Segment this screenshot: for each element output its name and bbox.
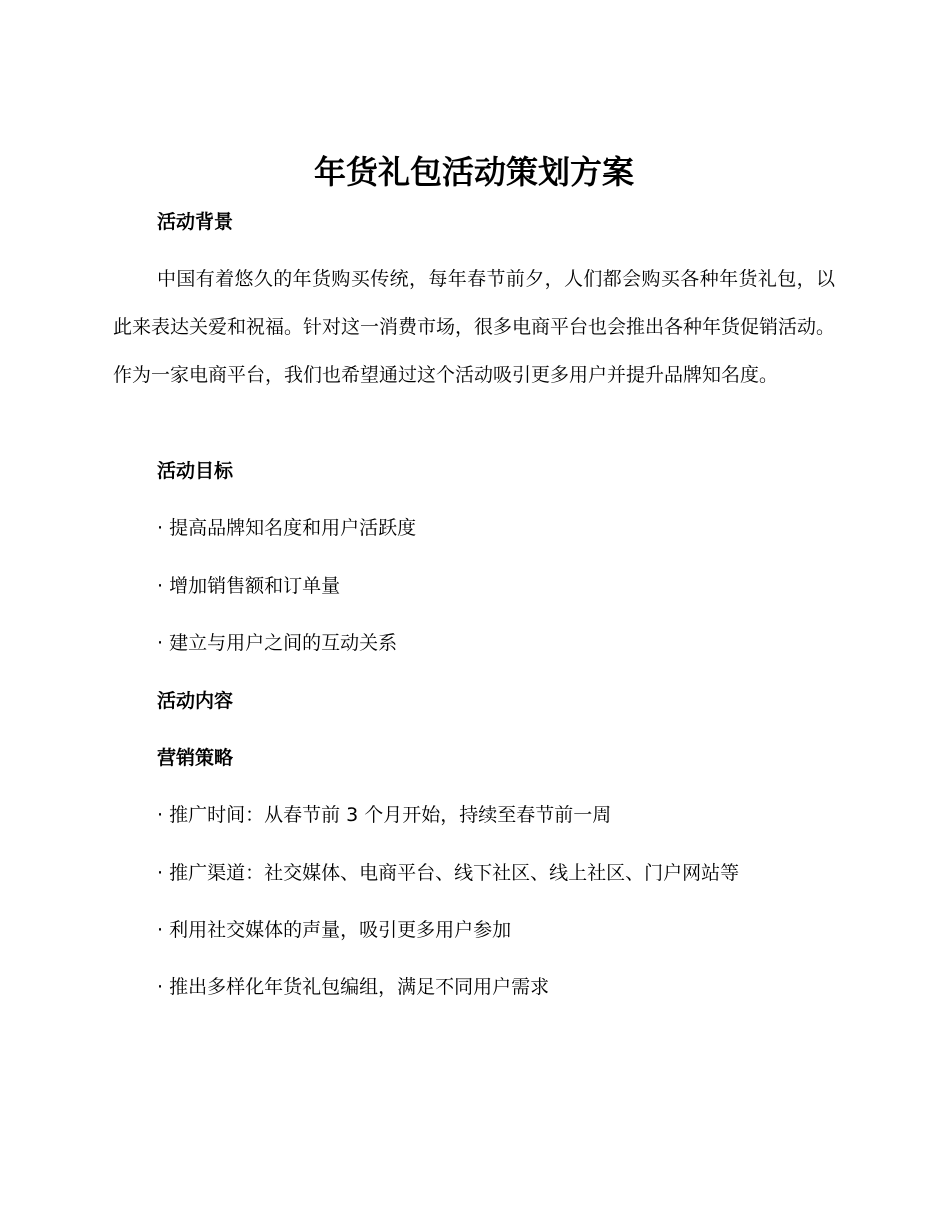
marketing-item-1: · 推广时间：从春节前 3 个月开始，持续至春节前一周 <box>157 804 612 826</box>
section-heading-goals: 活动目标 <box>157 460 234 482</box>
marketing-item-4: · 推出多样化年货礼包编组，满足不同用户需求 <box>157 976 550 998</box>
section-heading-background: 活动背景 <box>157 211 234 233</box>
marketing-item-3: · 利用社交媒体的声量，吸引更多用户参加 <box>157 919 512 941</box>
background-paragraph: 中国有着悠久的年货购买传统，每年春节前夕，人们都会购买各种年货礼包，以此来表达关爱和祝福。针对这一消费市场，很多电商平台也会推出各种年货促销活动。作为一家电商平台，我们也希望通过这个活动吸引更多用户并提升品牌知名度。 <box>113 268 836 386</box>
section-heading-content: 活动内容 <box>157 690 234 712</box>
marketing-item-2: · 推广渠道：社交媒体、电商平台、线下社区、线上社区、门户网站等 <box>157 862 740 884</box>
goal-item-1: · 提高品牌知名度和用户活跃度 <box>157 517 417 539</box>
document-title: 年货礼包活动策划方案 <box>313 153 634 191</box>
goal-item-2: · 增加销售额和订单量 <box>157 575 341 597</box>
section-heading-marketing: 营销策略 <box>157 747 234 769</box>
goal-item-3: · 建立与用户之间的互动关系 <box>157 632 398 654</box>
